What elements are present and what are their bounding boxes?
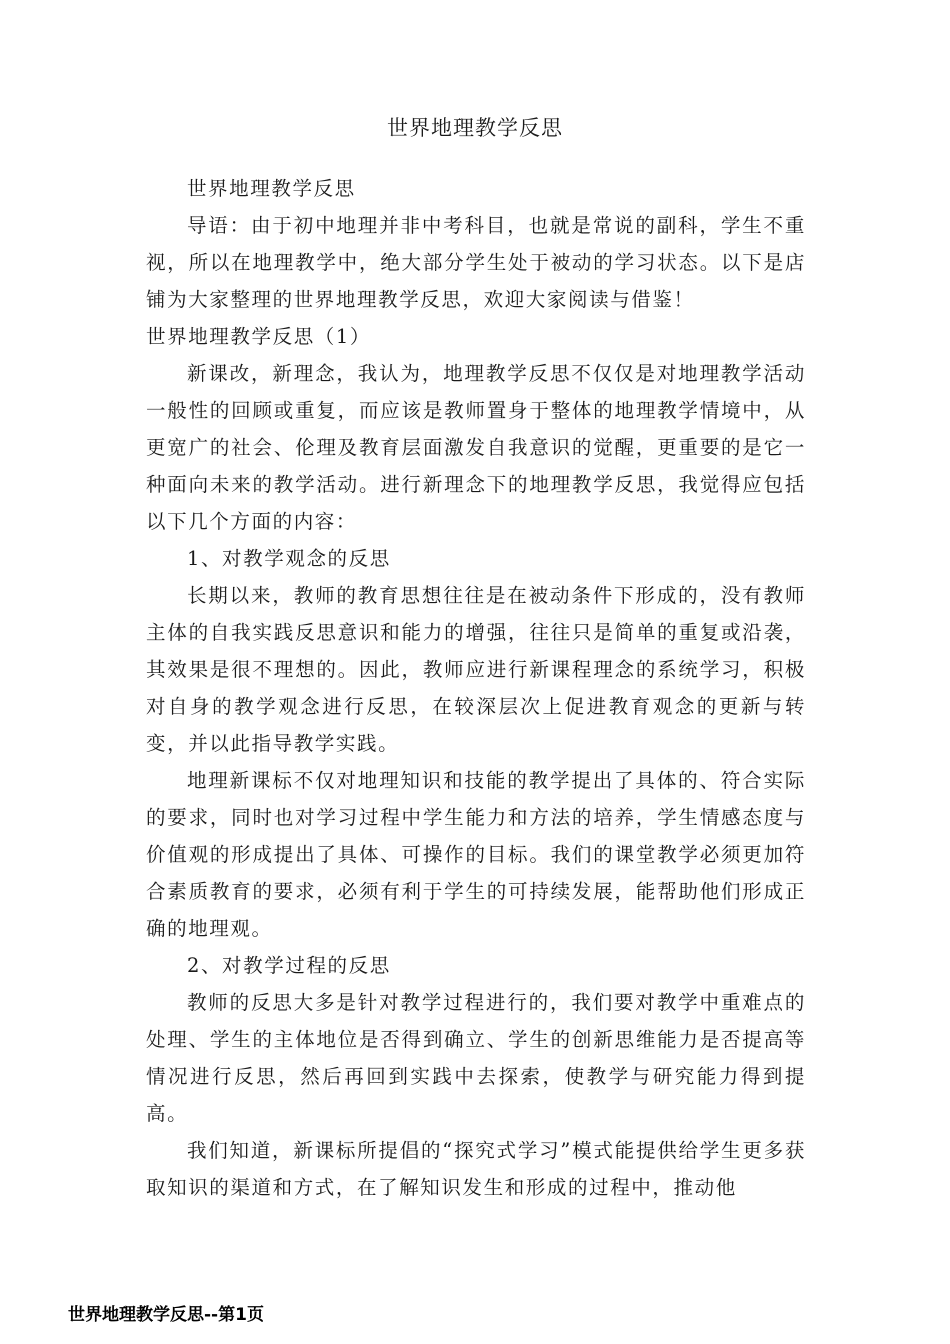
subsection-heading: 2、对教学过程的反思	[186, 954, 391, 977]
paragraph: 教师的反思大多是针对教学过程进行的，我们要对教学中重难点的处理、学生的主体地位是否得到确立、学生的创新思维能力是否提高等情况进行反思，然后再回到实践中去探索，使教学与研究能力得到提高。	[146, 991, 806, 1125]
subsection-heading: 1、对教学观念的反思	[186, 547, 391, 570]
document-title: 世界地理教学反思	[387, 116, 563, 140]
document-body	[146, 170, 806, 1206]
paragraph: 地理新课标不仅对地理知识和技能的教学提出了具体的、符合实际的要求，同时也对学习过程中学生能力和方法的培养，学生情感态度与价值观的形成提出了具体、可操作的目标。我们的课堂教学必须更加符合素质教育的要求，必须有利于学生的可持续发展，能帮助他们形成正确的地理观。	[146, 769, 806, 940]
paragraph: 新课改，新理念，我认为，地理教学反思不仅仅是对地理教学活动一般性的回顾或重复，而应该是教师置身于整体的地理教学情境中，从更宽广的社会、伦理及教育层面激发自我意识的觉醒，更重要的是它一种面向未来的教学活动。进行新理念下的地理教学反思，我觉得应包括以下几个方面的内容：	[146, 362, 806, 533]
paragraph: 长期以来，教师的教育思想往往是在被动条件下形成的，没有教师主体的自我实践反思意识和能力的增强，往往只是简单的重复或沿袭，其效果是很不理想的。因此，教师应进行新课程理念的系统学习，积极对自身的教学观念进行反思，在较深层次上促进教育观念的更新与转变，并以此指导教学实践。	[146, 584, 806, 755]
page-footer: 世界地理教学反思--第1页	[68, 1305, 264, 1325]
paragraph-heading: 世界地理教学反思	[186, 177, 356, 200]
paragraph-intro: 导语：由于初中地理并非中考科目，也就是常说的副科，学生不重视，所以在地理教学中，绝大部分学生处于被动的学习状态。以下是店铺为大家整理的世界地理教学反思，欢迎大家阅读与借鉴！	[146, 214, 806, 311]
section-heading-1: 世界地理教学反思（1）	[146, 325, 372, 348]
paragraph: 我们知道，新课标所提倡的“探究式学习”模式能提供给学生更多获取知识的渠道和方式，在了解知识发生和形成的过程中，推动他	[146, 1139, 806, 1199]
